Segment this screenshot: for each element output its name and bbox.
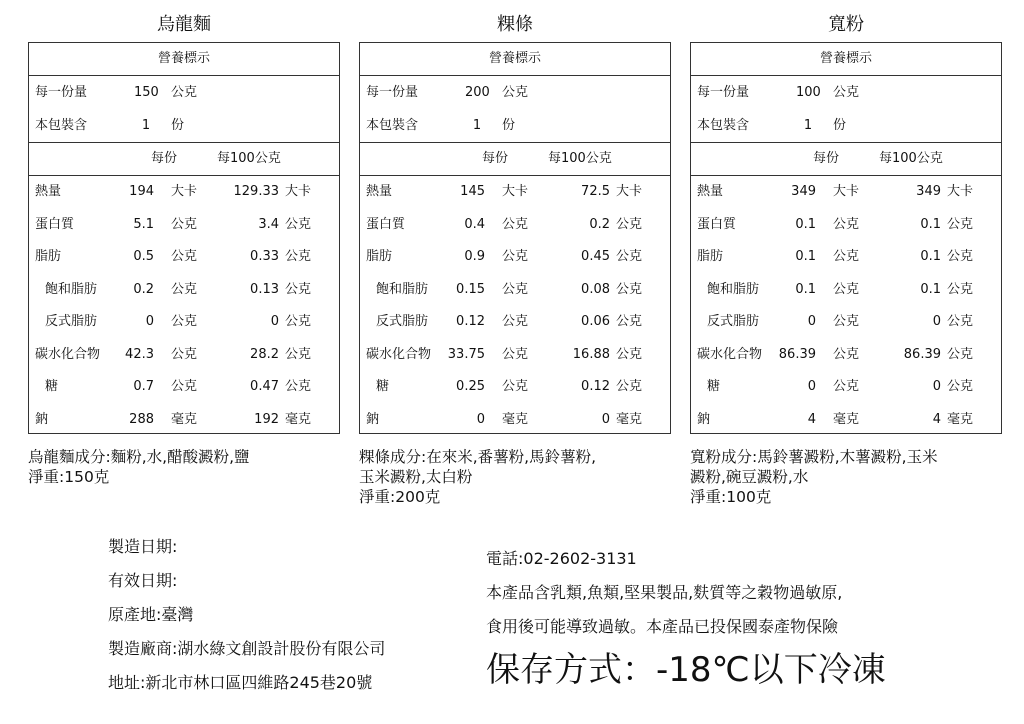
- serving-block: [691, 76, 1001, 143]
- panel-kway-teow: [359, 0, 671, 506]
- serving-size-label: 每一份量: [697, 85, 750, 100]
- insurance-notice: 食用後可能導致過敏。本產品已投保國泰產物保險: [486, 617, 839, 636]
- servings-unit: 份: [502, 118, 516, 133]
- unit: 公克: [285, 249, 312, 264]
- address: 地址:新北市林口區四維路245巷20號: [108, 673, 373, 692]
- nutrient-row: [29, 209, 339, 242]
- value-per-100g: 0: [270, 314, 279, 329]
- unit: 公克: [285, 281, 312, 297]
- value-per-serving: 288: [129, 411, 154, 427]
- nutrient-label: 熱量: [35, 184, 62, 199]
- value-per-serving: 4: [807, 411, 816, 427]
- nutrient-label: 飽和脂肪: [376, 281, 429, 297]
- value-per-100g: 192: [254, 411, 279, 427]
- value-per-100g: 0.33: [250, 249, 279, 264]
- nutrient-row: [29, 371, 339, 404]
- unit: 毫克: [502, 411, 529, 427]
- serving-size-row: [360, 76, 670, 109]
- unit: 公克: [616, 281, 643, 297]
- nutrient-row: [29, 241, 339, 274]
- servings-unit: 份: [171, 118, 185, 133]
- serving-size-unit: 公克: [502, 85, 529, 100]
- unit: 毫克: [171, 411, 198, 427]
- value-per-100g: 129.33: [233, 184, 279, 199]
- ingredients-text: [690, 447, 1002, 507]
- value-per-serving: 0.4: [464, 216, 485, 232]
- nutrient-row: [360, 241, 670, 274]
- nutrient-row: [360, 371, 670, 404]
- value-per-100g: 0.2: [589, 216, 610, 232]
- nutrient-row: [691, 339, 1001, 372]
- unit: 毫克: [833, 411, 860, 427]
- nutrient-label: 碳水化合物: [35, 346, 101, 362]
- value-per-serving: 0.5: [133, 249, 154, 264]
- panel-wide-noodle: [690, 0, 1002, 506]
- nutrition-table: [28, 42, 340, 434]
- nutrient-label: 蛋白質: [697, 216, 737, 232]
- nutrient-label: 蛋白質: [366, 216, 406, 232]
- column-header: [691, 143, 1001, 176]
- unit: 公克: [616, 216, 643, 232]
- nutrient-label: 反式脂肪: [376, 314, 429, 329]
- value-per-serving: 0.12: [456, 314, 485, 329]
- value-per-serving: 194: [129, 184, 154, 199]
- value-per-100g: 3.4: [258, 216, 279, 232]
- value-per-serving: 145: [460, 184, 485, 199]
- nutrient-label: 脂肪: [697, 249, 724, 264]
- unit: 毫克: [616, 411, 643, 427]
- unit: 公克: [833, 314, 860, 329]
- unit: 公克: [171, 281, 198, 297]
- value-per-100g: 0.1: [920, 216, 941, 232]
- value-per-100g: 0.12: [581, 379, 610, 394]
- unit: 毫克: [947, 411, 974, 427]
- serving-size-row: [29, 76, 339, 109]
- ingredients-text: [28, 447, 340, 487]
- panel-udon: [28, 0, 340, 486]
- value-per-100g: 349: [916, 184, 941, 199]
- unit: 公克: [171, 249, 198, 264]
- nutrient-row: [29, 339, 339, 372]
- value-per-serving: 349: [791, 184, 816, 199]
- nutrient-row: [691, 241, 1001, 274]
- net-weight-line: 淨重:150克: [28, 468, 110, 486]
- value-per-100g: 0.45: [581, 249, 610, 264]
- value-per-serving: 0.9: [464, 249, 485, 264]
- nutrient-row: [360, 209, 670, 242]
- serving-size-label: 每一份量: [35, 85, 88, 100]
- panel-title: 粿條: [497, 14, 533, 35]
- unit: 公克: [285, 346, 312, 362]
- storage-instructions: 保存方式：-18℃以下冷凍: [486, 650, 886, 690]
- nutrient-label: 熱量: [697, 184, 724, 199]
- value-per-100g: 0.06: [581, 314, 610, 329]
- nutrient-row: [691, 404, 1001, 437]
- value-per-serving: 0.2: [133, 281, 154, 297]
- serving-size-label: 每一份量: [366, 85, 419, 100]
- nutrient-row: [29, 176, 339, 209]
- nutrient-row: [691, 209, 1001, 242]
- value-per-serving: 5.1: [133, 216, 154, 232]
- nutrient-rows: [691, 176, 1001, 436]
- unit: 公克: [947, 314, 974, 329]
- value-per-100g: 28.2: [250, 346, 279, 362]
- unit: 公克: [616, 249, 643, 264]
- nutrient-label: 碳水化合物: [366, 346, 432, 362]
- nutrition-header: 營養標示: [360, 43, 670, 76]
- column-header: [360, 143, 670, 176]
- value-per-serving: 0.1: [795, 249, 816, 264]
- col-per-100g: 每100公克: [879, 151, 943, 166]
- value-per-serving: 0: [807, 314, 816, 329]
- ingredients-line: 澱粉,碗豆澱粉,水: [690, 468, 809, 486]
- nutrient-row: [360, 404, 670, 437]
- servings-label: 本包裝含: [35, 118, 88, 133]
- serving-block: [29, 76, 339, 143]
- value-per-100g: 4: [932, 411, 941, 427]
- value-per-100g: 0: [932, 379, 941, 394]
- value-per-serving: 42.3: [125, 346, 154, 362]
- nutrition-table: [359, 42, 671, 434]
- unit: 公克: [285, 314, 312, 329]
- unit: 大卡: [616, 184, 643, 199]
- nutrient-row: [360, 339, 670, 372]
- unit: 公克: [616, 379, 643, 394]
- servings-label: 本包裝含: [697, 118, 750, 133]
- value-per-serving: 0.1: [795, 281, 816, 297]
- ingredients-line: 寬粉成分:馬鈴薯澱粉,木薯澱粉,玉米: [690, 448, 938, 466]
- ingredients-line: 烏龍麵成分:麵粉,水,醋酸澱粉,鹽: [28, 448, 250, 466]
- value-per-100g: 16.88: [572, 346, 610, 362]
- value-per-serving: 0.25: [456, 379, 485, 394]
- unit: 公克: [616, 346, 643, 362]
- unit: 公克: [502, 314, 529, 329]
- unit: 公克: [833, 346, 860, 362]
- col-per-serving: 每份: [813, 151, 840, 166]
- nutrient-rows: [360, 176, 670, 436]
- servings-value: 1: [803, 118, 813, 133]
- value-per-100g: 0.1: [920, 281, 941, 297]
- unit: 公克: [502, 216, 529, 232]
- value-per-serving: 33.75: [447, 346, 485, 362]
- value-per-serving: 0.7: [133, 379, 154, 394]
- unit: 大卡: [285, 184, 312, 199]
- nutrition-header: 營養標示: [29, 43, 339, 76]
- serving-size-value: 150: [134, 85, 159, 100]
- ingredients-line: 玉米澱粉,太白粉: [359, 468, 473, 486]
- unit: 公克: [171, 314, 198, 329]
- unit: 大卡: [947, 184, 974, 199]
- col-per-100g: 每100公克: [548, 151, 612, 166]
- nutrient-label: 蛋白質: [35, 216, 75, 232]
- nutrient-label: 反式脂肪: [45, 314, 98, 329]
- origin: 原產地:臺灣: [108, 605, 194, 624]
- serving-size-unit: 公克: [171, 85, 198, 100]
- value-per-100g: 0: [601, 411, 610, 427]
- nutrient-label: 飽和脂肪: [45, 281, 98, 297]
- unit: 公克: [947, 379, 974, 394]
- net-weight-line: 淨重:100克: [690, 488, 772, 506]
- value-per-serving: 0.15: [456, 281, 485, 297]
- serving-size-value: 200: [465, 85, 490, 100]
- nutrient-label: 飽和脂肪: [707, 281, 760, 297]
- unit: 公克: [833, 379, 860, 394]
- expiry-date: 有效日期:: [108, 571, 178, 590]
- value-per-100g: 72.5: [581, 184, 610, 199]
- nutrient-label: 脂肪: [366, 249, 393, 264]
- servings-row: [691, 109, 1001, 142]
- nutrition-table: [690, 42, 1002, 434]
- contact-allergen-info: [486, 542, 842, 644]
- col-per-serving: 每份: [482, 151, 509, 166]
- nutrient-row: [29, 404, 339, 437]
- col-per-100g: 每100公克: [217, 151, 281, 166]
- value-per-serving: 0: [476, 411, 485, 427]
- unit: 大卡: [171, 184, 198, 199]
- panel-title: 烏龍麵: [157, 14, 211, 35]
- nutrient-label: 糖: [45, 379, 59, 394]
- unit: 公克: [616, 314, 643, 329]
- phone: 電話:02-2602-3131: [486, 549, 637, 568]
- servings-unit: 份: [833, 118, 847, 133]
- nutrient-label: 碳水化合物: [697, 346, 763, 362]
- value-per-100g: 86.39: [903, 346, 941, 362]
- unit: 公克: [947, 216, 974, 232]
- unit: 大卡: [502, 184, 529, 199]
- unit: 公克: [502, 249, 529, 264]
- manufacturer-info: [108, 530, 385, 700]
- unit: 公克: [285, 216, 312, 232]
- nutrient-row: [29, 274, 339, 307]
- value-per-100g: 0.08: [581, 281, 610, 297]
- servings-row: [29, 109, 339, 142]
- manufacturer: 製造廠商:湖水綠文創設計股份有限公司: [108, 639, 386, 658]
- unit: 公克: [833, 216, 860, 232]
- allergen-notice: 本產品含乳類,魚類,堅果製品,麩質等之穀物過敏原,: [486, 583, 843, 602]
- nutrient-row: [360, 306, 670, 339]
- unit: 公克: [171, 216, 198, 232]
- unit: 公克: [833, 281, 860, 297]
- nutrient-label: 鈉: [35, 411, 49, 427]
- ingredients-text: [359, 447, 671, 507]
- nutrient-label: 熱量: [366, 184, 393, 199]
- unit: 公克: [285, 379, 312, 394]
- nutrient-label: 鈉: [697, 411, 711, 427]
- ingredients-line: 粿條成分:在來米,番薯粉,馬鈴薯粉,: [359, 448, 597, 466]
- unit: 大卡: [833, 184, 860, 199]
- unit: 公克: [171, 346, 198, 362]
- nutrient-row: [691, 306, 1001, 339]
- serving-size-unit: 公克: [833, 85, 860, 100]
- unit: 公克: [947, 281, 974, 297]
- unit: 毫克: [285, 411, 312, 427]
- unit: 公克: [502, 346, 529, 362]
- nutrient-label: 糖: [707, 379, 721, 394]
- net-weight-line: 淨重:200克: [359, 488, 441, 506]
- unit: 公克: [947, 249, 974, 264]
- value-per-serving: 86.39: [778, 346, 816, 362]
- value-per-serving: 0: [807, 379, 816, 394]
- unit: 公克: [171, 379, 198, 394]
- serving-size-row: [691, 76, 1001, 109]
- nutrient-row: [691, 176, 1001, 209]
- nutrient-label: 鈉: [366, 411, 380, 427]
- serving-block: [360, 76, 670, 143]
- nutrient-label: 脂肪: [35, 249, 62, 264]
- unit: 公克: [502, 379, 529, 394]
- value-per-serving: 0: [145, 314, 154, 329]
- value-per-100g: 0.13: [250, 281, 279, 297]
- value-per-serving: 0.1: [795, 216, 816, 232]
- value-per-100g: 0: [932, 314, 941, 329]
- value-per-100g: 0.1: [920, 249, 941, 264]
- col-per-serving: 每份: [151, 151, 178, 166]
- nutrient-rows: [29, 176, 339, 436]
- value-per-100g: 0.47: [250, 379, 279, 394]
- nutrient-label: 反式脂肪: [707, 314, 760, 329]
- nutrition-header: 營養標示: [691, 43, 1001, 76]
- servings-value: 1: [141, 118, 151, 133]
- nutrient-row: [691, 274, 1001, 307]
- nutrient-row: [29, 306, 339, 339]
- panel-title: 寬粉: [828, 14, 864, 35]
- nutrient-row: [360, 274, 670, 307]
- nutrient-row: [691, 371, 1001, 404]
- manufacture-date: 製造日期:: [108, 537, 178, 556]
- serving-size-value: 100: [796, 85, 821, 100]
- unit: 公克: [833, 249, 860, 264]
- column-header: [29, 143, 339, 176]
- unit: 公克: [947, 346, 974, 362]
- servings-value: 1: [472, 118, 482, 133]
- unit: 公克: [502, 281, 529, 297]
- servings-label: 本包裝含: [366, 118, 419, 133]
- nutrient-label: 糖: [376, 379, 390, 394]
- nutrient-row: [360, 176, 670, 209]
- servings-row: [360, 109, 670, 142]
